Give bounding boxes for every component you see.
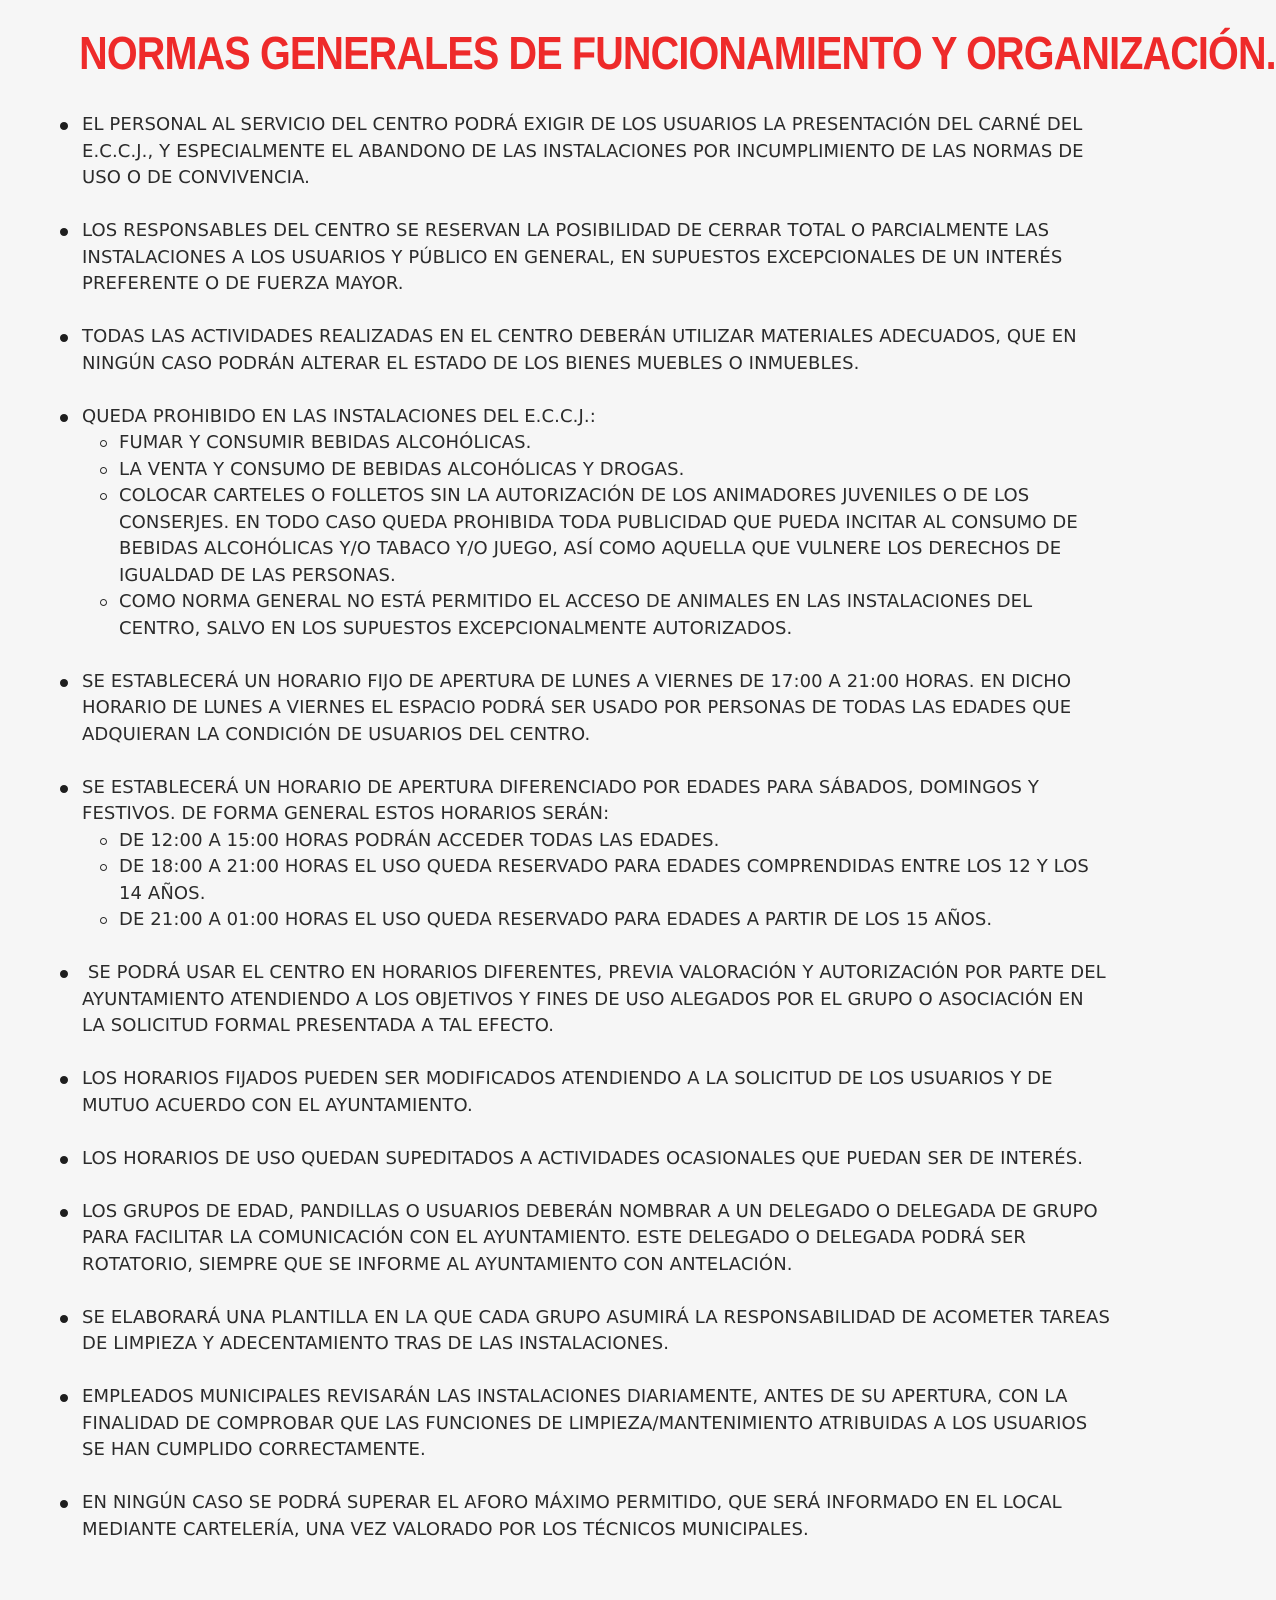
sub-item: FUMAR Y CONSUMIR BEBIDAS ALCOHÓLICAS. <box>82 430 1112 457</box>
rule-text: SE ESTABLECERÁ UN HORARIO FIJO DE APERTURA DE LUNES A VIERNES DE 17:00 A 21:00 HORAS. EN DICHO HORARIO DE LUNES A VIERNES EL ESPACIO PODRÁ SER USADO POR PERSONAS DE TODAS LAS EDADES QUE ADQUIERAN LA CONDICIÓN DE USUARIOS DEL CENTRO. <box>82 670 1072 745</box>
rule-text: SE ESTABLECERÁ UN HORARIO DE APERTURA DIFERENCIADO POR EDADES PARA SÁBADOS, DOMINGOS Y FESTIVOS. DE FORMA GENERAL ESTOS HORARIOS SERÁN: <box>82 776 1039 824</box>
sub-item: COMO NORMA GENERAL NO ESTÁ PERMITIDO EL ACCESO DE ANIMALES EN LAS INSTALACIONES DEL CENTRO, SALVO EN LOS SUPUESTOS EXCEPCIONALMENTE AUTORIZADOS. <box>82 589 1112 642</box>
rule-text: EL PERSONAL AL SERVICIO DEL CENTRO PODRÁ EXIGIR DE LOS USUARIOS LA PRESENTACIÓN DEL CARNÉ DEL E.C.C.J., Y ESPECIALMENTE EL ABANDONO DE LAS INSTALACIONES POR INCUMPLIMIENTO DE LAS NORMAS DE USO O DE CONVIVENCIA. <box>82 114 1084 188</box>
rule-item <box>52 775 1112 934</box>
rule-item <box>52 324 1112 377</box>
rule-item <box>52 218 1112 298</box>
rule-item <box>52 960 1112 1040</box>
sub-item: COLOCAR CARTELES O FOLLETOS SIN LA AUTORIZACIÓN DE LOS ANIMADORES JUVENILES O DE LOS CONSERJES. EN TODO CASO QUEDA PROHIBIDA TODA PUBLICIDAD QUE PUEDA INCITAR AL CONSUMO DE BEBIDAS ALCOHÓLICAS Y/O TABACO Y/O JUEGO, ASÍ COMO AQUELLA QUE VULNERE LOS DERECHOS DE IGUALDAD DE LAS PERSONAS. <box>82 483 1112 589</box>
rule-text: TODAS LAS ACTIVIDADES REALIZADAS EN EL CENTRO DEBERÁN UTILIZAR MATERIALES ADECUADOS, QUE EN NINGÚN CASO PODRÁN ALTERAR EL ESTADO DE LOS BIENES MUEBLES O INMUEBLES. <box>82 326 1077 374</box>
rule-text: LOS HORARIOS DE USO QUEDAN SUPEDITADOS A ACTIVIDADES OCASIONALES QUE PUEDAN SER DE INTERÉS. <box>82 1147 1084 1169</box>
rule-text: SE PODRÁ USAR EL CENTRO EN HORARIOS DIFERENTES, PREVIA VALORACIÓN Y AUTORIZACIÓN POR PARTE DEL AYUNTAMIENTO ATENDIENDO A LOS OBJETIVOS Y FINES DE USO ALEGADOS POR EL GRUPO O ASOCIACIÓN EN LA SOLICITUD FORMAL PRESENTADA A TAL EFECTO. <box>82 962 1112 1036</box>
page-title: NORMAS GENERALES DE FUNCIONAMIENTO Y ORGANIZACIÓN. <box>79 27 1276 79</box>
sub-list <box>82 430 1112 642</box>
rule-item <box>52 112 1112 192</box>
rule-text: QUEDA PROHIBIDO EN LAS INSTALACIONES DEL E.C.C.J.: <box>82 405 596 427</box>
rule-text: LOS RESPONSABLES DEL CENTRO SE RESERVAN LA POSIBILIDAD DE CERRAR TOTAL O PARCIALMENTE LAS INSTALACIONES A LOS USUARIOS Y PÚBLICO EN GENERAL, EN SUPUESTOS EXCEPCIONALES DE UN INTERÉS PREFERENTE O DE FUERZA MAYOR. <box>82 220 1063 294</box>
rule-text: EMPLEADOS MUNICIPALES REVISARÁN LAS INSTALACIONES DIARIAMENTE, ANTES DE SU APERTURA, CON LA FINALIDAD DE COMPROBAR QUE LAS FUNCIONES DE LIMPIEZA/MANTENIMIENTO ATRIBUIDAS A LOS USUARIOS SE HAN CUMPLIDO CORRECTAMENTE. <box>82 1386 1088 1460</box>
sub-list <box>82 828 1112 934</box>
rule-text: EN NINGÚN CASO SE PODRÁ SUPERAR EL AFORO MÁXIMO PERMITIDO, QUE SERÁ INFORMADO EN EL LOCAL MEDIANTE CARTELERÍA, UNA VEZ VALORADO POR LOS TÉCNICOS MUNICIPALES. <box>82 1492 1062 1540</box>
rule-item <box>52 1199 1112 1279</box>
rule-text: SE ELABORARÁ UNA PLANTILLA EN LA QUE CADA GRUPO ASUMIRÁ LA RESPONSABILIDAD DE ACOMETER TAREAS DE LIMPIEZA Y ADECENTAMIENTO TRAS DE LAS INSTALACIONES. <box>82 1306 1110 1354</box>
sub-item: LA VENTA Y CONSUMO DE BEBIDAS ALCOHÓLICAS Y DROGAS. <box>82 457 1112 484</box>
sub-item: DE 18:00 A 21:00 HORAS EL USO QUEDA RESERVADO PARA EDADES COMPRENDIDAS ENTRE LOS 12 Y LOS 14 AÑOS. <box>82 854 1112 907</box>
rule-item <box>52 1305 1112 1358</box>
rule-item <box>52 404 1112 643</box>
sub-item: DE 21:00 A 01:00 HORAS EL USO QUEDA RESERVADO PARA EDADES A PARTIR DE LOS 15 AÑOS. <box>82 907 1112 934</box>
sub-item: DE 12:00 A 15:00 HORAS PODRÁN ACCEDER TODAS LAS EDADES. <box>82 828 1112 855</box>
rule-item <box>52 1384 1112 1464</box>
rules-list <box>52 112 1112 1570</box>
rule-item <box>52 1066 1112 1119</box>
rule-item <box>52 1146 1112 1173</box>
rule-text: LOS GRUPOS DE EDAD, PANDILLAS O USUARIOS DEBERÁN NOMBRAR A UN DELEGADO O DELEGADA DE GRUPO PARA FACILITAR LA COMUNICACIÓN CON EL AYUNTAMIENTO. ESTE DELEGADO O DELEGADA PODRÁ SER ROTATORIO, SIEMPRE QUE SE INFORME AL AYUNTAMIENTO CON ANTELACIÓN. <box>82 1200 1098 1275</box>
rule-text: LOS HORARIOS FIJADOS PUEDEN SER MODIFICADOS ATENDIENDO A LA SOLICITUD DE LOS USUARIOS Y DE MUTUO ACUERDO CON EL AYUNTAMIENTO. <box>82 1068 1053 1116</box>
rule-item <box>52 1490 1112 1543</box>
rule-item <box>52 669 1112 749</box>
